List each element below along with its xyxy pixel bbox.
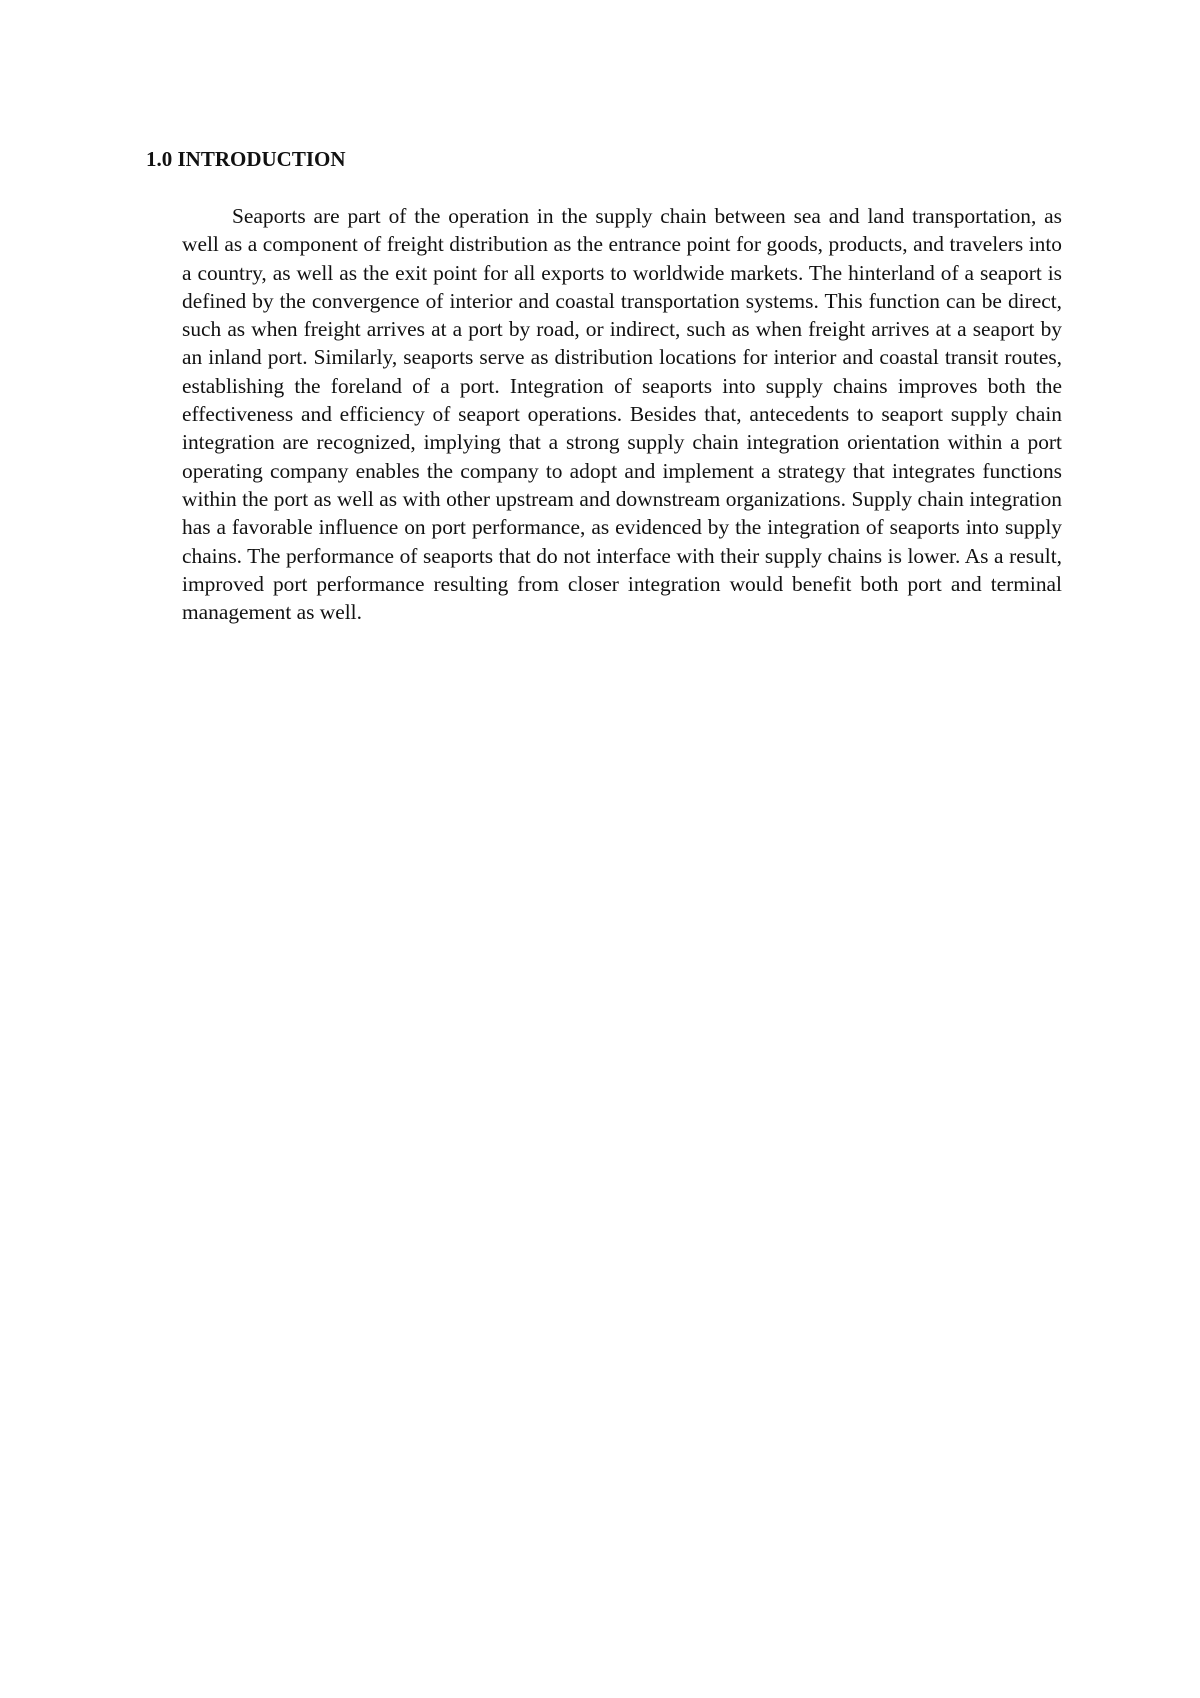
section-heading: 1.0 INTRODUCTION bbox=[146, 147, 346, 171]
introduction-paragraph: Seaports are part of the operation in the supply chain between sea and land transportation, as well as a component of freight distribution as the entrance point for goods, products, and travelers into a country, as well as the exit point for all exports to worldwide markets. The hinterland of a seaport is defined by the convergence of interior and coastal transportation systems. This function can be direct, such as when freight arrives at a port by road, or indirect, such as when freight arrives at a seaport by an inland port. Similarly, seaports serve as distribution locations for interior and coastal transit routes, establishing the foreland of a port. Integration of seaports into supply chains improves both the effectiveness and efficiency of seaport operations. Besides that, antecedents to seaport supply chain integration are recognized, implying that a strong supply chain integration orientation within a port operating company enables the company to adopt and implement a strategy that integrates functions within the port as well as with other upstream and downstream organizations. Supply chain integration has a favorable influence on port performance, as evidenced by the integration of seaports into supply chains. The performance of seaports that do not interface with their supply chains is lower. As a result, improved port performance resulting from closer integration would benefit both port and terminal management as well. bbox=[182, 204, 1062, 625]
